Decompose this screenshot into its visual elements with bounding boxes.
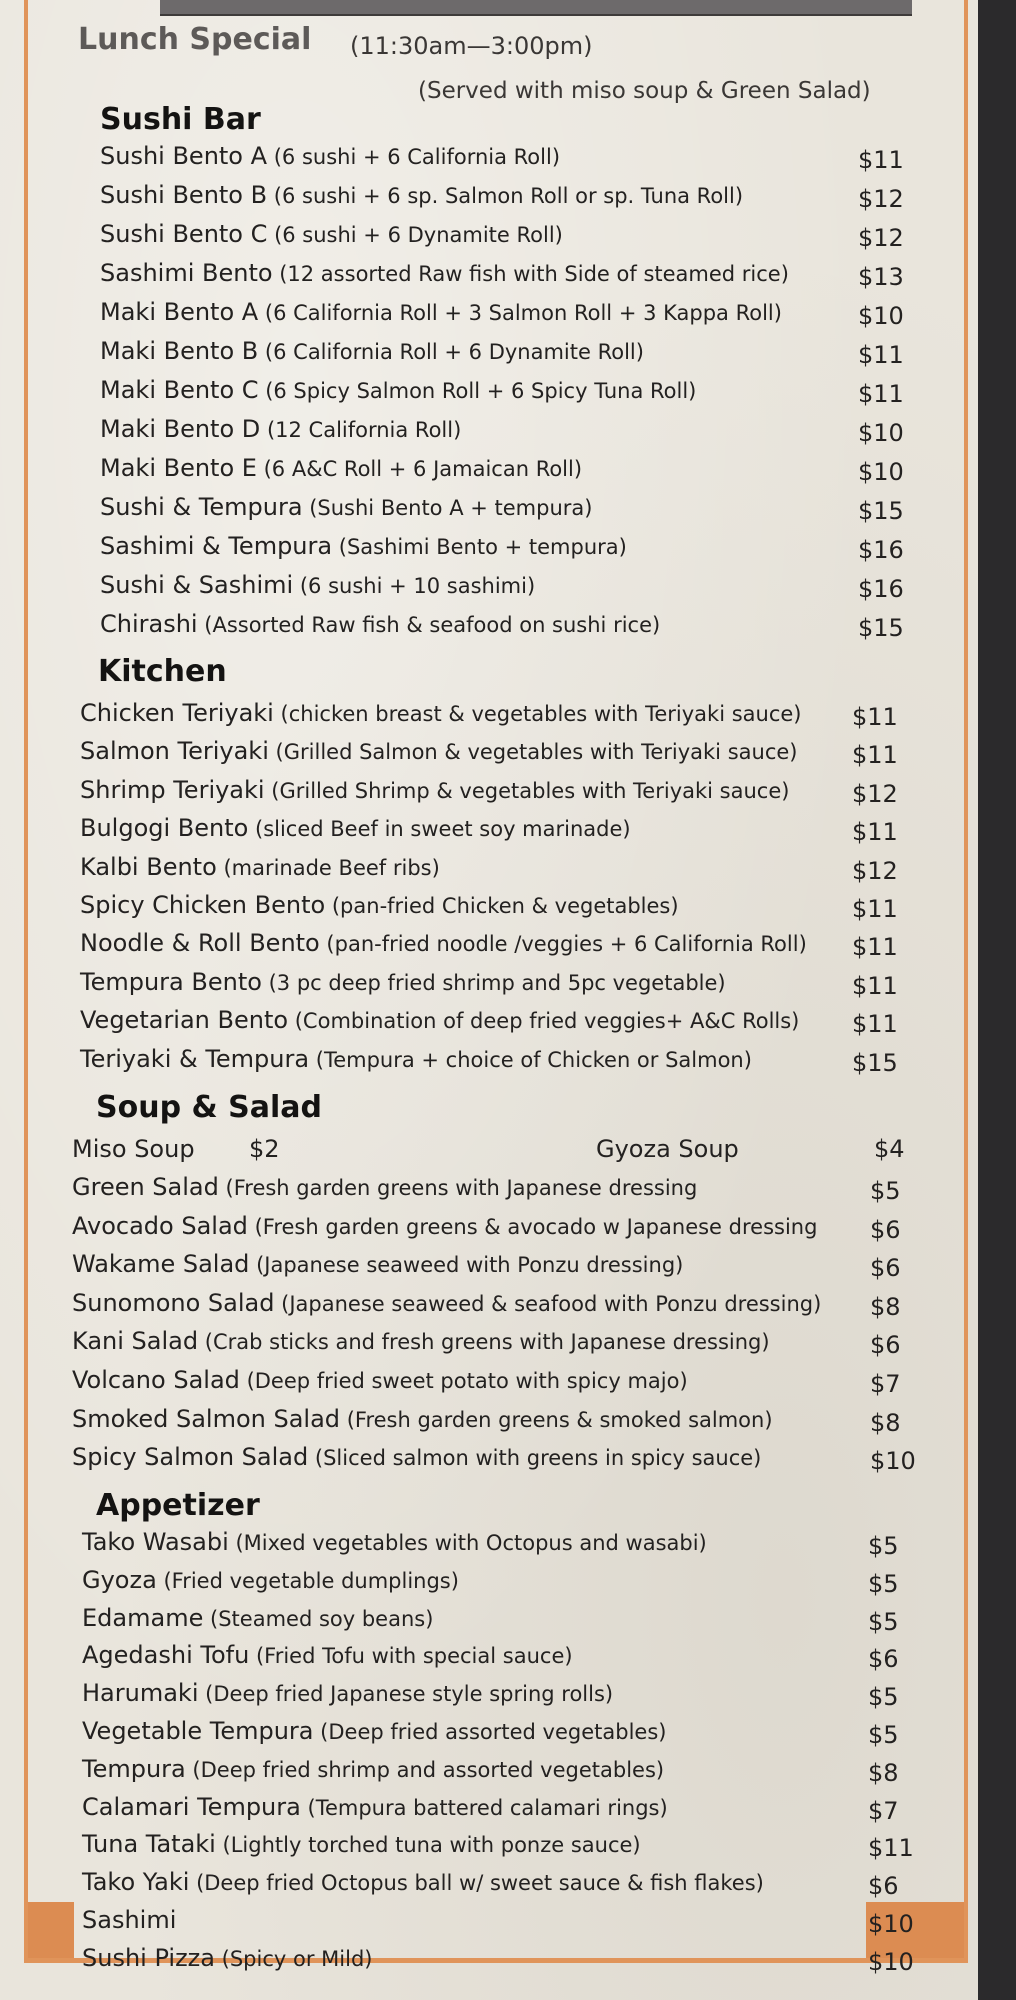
menu-item-name: Edamame (82, 1603, 204, 1632)
menu-item (100, 337, 644, 365)
menu-item-price: $11 (852, 1010, 898, 1039)
menu-item-price: $8 (868, 1758, 899, 1787)
menu-item (72, 1250, 683, 1278)
menu-item-price: $6 (870, 1331, 901, 1360)
menu-item-price: $8 (870, 1408, 901, 1437)
menu-item-name: Miso Soup (72, 1135, 195, 1163)
menu-item-name: Sushi Bento B (100, 181, 268, 209)
menu-item-price: $12 (852, 856, 898, 885)
menu-item (72, 1405, 773, 1433)
menu-item (80, 968, 726, 996)
menu-item-name: Green Salad (72, 1173, 219, 1201)
menu-item-name: Vegetarian Bento (80, 1006, 289, 1035)
menu-item-description: (Deep fried Octopus ball w/ sweet sauce & fish flakes) (189, 1871, 764, 1896)
menu-item-price: $6 (868, 1645, 899, 1674)
menu-item (80, 699, 801, 727)
menu-item (100, 571, 535, 599)
menu-item-description: (12 assorted Raw fish with Side of steamed rice) (272, 262, 789, 286)
menu-item-description: (Fried vegetable dumplings) (156, 1568, 459, 1593)
menu-item (72, 1173, 697, 1201)
menu-item-price: $6 (868, 1872, 899, 1901)
menu-item (82, 1566, 459, 1594)
menu-item-name: Maki Bento E (100, 454, 257, 482)
menu-item (100, 493, 592, 521)
menu-item (72, 1327, 770, 1355)
menu-item-description: (Mixed vegetables with Octopus and wasabi) (228, 1531, 707, 1555)
menu-item-name: Chirashi (100, 610, 198, 638)
menu-item (100, 181, 743, 209)
menu-item-name: Maki Bento B (100, 337, 259, 365)
menu-item-price: $12 (858, 185, 904, 213)
menu-item-name: Kani Salad (72, 1327, 199, 1356)
menu-item-price: $6 (870, 1215, 901, 1244)
menu-item-price: $5 (868, 1607, 899, 1636)
menu-item-price: $15 (858, 497, 904, 525)
menu-item-description: (Tempura battered calamari rings) (300, 1795, 668, 1820)
menu-item (72, 1366, 688, 1394)
photo-edge (160, 0, 912, 16)
menu-item-price: $16 (858, 575, 904, 603)
menu-item-description: (Grilled Salmon & vegetables with Teriyaki sauce) (268, 740, 798, 765)
menu-item-description: (Fresh garden greens & smoked salmon) (340, 1407, 773, 1432)
menu-item-price: $8 (870, 1292, 901, 1321)
menu-item-name: Maki Bento C (100, 376, 259, 404)
menu-item-name: Bulgogi Bento (80, 814, 249, 843)
menu-item-name: Maki Bento D (100, 415, 261, 443)
menu-item-description: (pan-fried noodle /veggies + 6 California Roll) (319, 932, 807, 957)
menu-item-price: $5 (868, 1532, 899, 1560)
menu-item-price: $13 (858, 263, 904, 291)
menu-border-left (24, 0, 28, 1958)
menu-item-description: (6 sushi + 6 Dynamite Roll) (267, 223, 563, 247)
menu-item-description: (6 California Roll + 6 Dynamite Roll) (258, 340, 644, 364)
lunch-hours: (11:30am—3:00pm) (350, 32, 593, 60)
menu-item-price: $5 (868, 1721, 899, 1749)
menu-item (72, 1443, 761, 1471)
menu-item-price: $11 (852, 703, 898, 731)
menu-item-name: Tuna Tataki (82, 1830, 216, 1859)
menu-item-price: $11 (858, 341, 904, 369)
menu-item-description: (Deep fried sweet potato with spicy majo) (239, 1369, 688, 1393)
menu-item-price: $10 (870, 1447, 916, 1476)
menu-item-name: Tako Yaki (82, 1868, 190, 1897)
menu-item (100, 376, 696, 404)
menu-item-name: Agedashi Tofu (82, 1641, 250, 1670)
menu-item (80, 1006, 799, 1034)
menu-item (80, 853, 440, 881)
menu-item-description: (Sliced salmon with greens in spicy sauce) (308, 1446, 762, 1471)
menu-item (80, 814, 631, 842)
menu-item-name: Gyoza (82, 1565, 157, 1594)
menu-item-description: (chicken breast & vegetables with Teriyaki sauce) (273, 702, 802, 726)
menu-item-price: $11 (858, 146, 904, 174)
menu-item-description: (Steamed soy beans) (203, 1606, 434, 1631)
menu-item-price: $11 (852, 895, 898, 923)
menu-item (82, 1830, 641, 1858)
menu-item-name: Maki Bento A (100, 298, 259, 326)
menu-item-name: Sushi & Tempura (100, 493, 303, 521)
menu-item-description: (6 sushi + 10 sashimi) (293, 574, 536, 598)
menu-item (100, 415, 461, 443)
menu-item-price: $6 (870, 1254, 901, 1283)
menu-item-name: Harumaki (82, 1679, 199, 1708)
menu-item-price: $11 (852, 933, 898, 962)
menu-item (82, 1906, 176, 1934)
menu-item-name: Tako Wasabi (82, 1528, 229, 1556)
menu-item-description: (Sushi Bento A + tempura) (302, 496, 593, 520)
menu-item (100, 142, 560, 170)
menu-item (100, 610, 660, 638)
menu-item (72, 1212, 817, 1240)
menu-item (82, 1604, 433, 1632)
menu-item-name: Chicken Teriyaki (80, 699, 274, 727)
menu-item-description: (marinade Beef ribs) (216, 855, 440, 880)
section-title-sushi-bar: Sushi Bar (100, 102, 261, 137)
section-title-appetizer: Appetizer (96, 1488, 260, 1523)
menu-item-price: $11 (852, 971, 898, 1000)
menu-item-description: (Assorted Raw fish & seafood on sushi rice) (197, 613, 661, 637)
menu-item-name: Sushi Bento A (100, 142, 268, 170)
menu-item-description: (Deep fried shrimp and assorted vegetables) (185, 1757, 665, 1782)
menu-item-name: Sashimi (82, 1906, 177, 1934)
menu-item (80, 929, 807, 957)
menu-item-description: (Tempura + choice of Chicken or Salmon) (309, 1047, 752, 1072)
menu-item-name: Tempura (82, 1754, 186, 1783)
menu-item-name: Spicy Salmon Salad (72, 1443, 309, 1472)
menu-item-description: (12 California Roll) (260, 418, 462, 442)
menu-item-description: (sliced Beef in sweet soy marinade) (248, 817, 631, 842)
menu-item-name: Gyoza Soup (596, 1135, 739, 1163)
menu-item-name: Shrimp Teriyaki (80, 775, 265, 804)
menu-item-price: $12 (858, 224, 904, 252)
menu-item-price: $7 (868, 1796, 899, 1825)
menu-item-description: (Fresh garden greens & avocado w Japanese dressing (247, 1214, 818, 1239)
menu-item-name: Sashimi Bento (100, 259, 273, 287)
menu-item-name: Sushi Pizza (82, 1943, 215, 1972)
menu-item-description: (6 California Roll + 3 Salmon Roll + 3 Kappa Roll) (258, 301, 782, 325)
menu-item-name: Sunomono Salad (72, 1288, 275, 1317)
menu-item (100, 298, 782, 326)
menu-item (82, 1868, 764, 1896)
menu-item-description: (6 sushi + 6 sp. Salmon Roll or sp. Tuna Roll) (267, 184, 744, 208)
menu-item-name: Avocado Salad (72, 1211, 248, 1240)
menu-item (82, 1944, 372, 1972)
menu-item-description: (Fried Tofu with special sauce) (249, 1644, 573, 1669)
background-edge (978, 0, 1016, 2000)
menu-item-price: $4 (874, 1135, 905, 1163)
menu-item-price: $10 (858, 302, 904, 330)
menu-item-price: $11 (852, 818, 898, 847)
menu-item-name: Teriyaki & Tempura (80, 1044, 310, 1073)
menu-item-price: $11 (858, 380, 904, 408)
menu-item (80, 737, 797, 765)
menu-item-description: (Fresh garden greens with Japanese dressing (218, 1176, 698, 1200)
menu-item-price: $5 (868, 1683, 899, 1712)
menu-item-description: (Lightly torched tuna with ponze sauce) (215, 1833, 641, 1858)
menu-item-price: $10 (858, 419, 904, 447)
menu-item (100, 532, 627, 560)
menu-item-description: (6 A&C Roll + 6 Jamaican Roll) (256, 457, 583, 481)
menu-item-description: (6 sushi + 6 California Roll) (267, 145, 561, 169)
menu-item (80, 1045, 752, 1073)
menu-item (80, 891, 679, 919)
menu-item-description: (Deep fried Japanese style spring rolls) (198, 1682, 614, 1707)
menu-item (100, 220, 563, 248)
menu-item-name: Smoked Salmon Salad (72, 1404, 341, 1433)
menu-item-description: (Crab sticks and fresh greens with Japanese dressing) (198, 1330, 770, 1355)
menu-item-name: Tempura Bento (80, 967, 262, 996)
menu-item-description: (pan-fried Chicken & vegetables) (325, 894, 679, 918)
menu-item-name: Sushi & Sashimi (100, 571, 294, 599)
menu-item-price: $10 (868, 1947, 914, 1976)
served-note: (Served with miso soup & Green Salad) (418, 78, 871, 104)
menu-item-price: $11 (868, 1834, 914, 1863)
menu-item-description: (Japanese seaweed with Ponzu dressing) (249, 1253, 684, 1278)
menu-item-description: (6 Spicy Salmon Roll + 6 Spicy Tuna Roll) (258, 379, 697, 403)
menu-item-price: $7 (870, 1370, 901, 1398)
menu-item-price: $5 (870, 1177, 901, 1205)
menu-border-right (964, 0, 968, 1960)
menu-item-description: (Spicy or Mild) (214, 1946, 373, 1971)
menu-item (82, 1679, 613, 1707)
section-title-kitchen: Kitchen (98, 654, 227, 689)
menu-item-name: Vegetable Tempura (82, 1717, 314, 1745)
menu-item-price: $15 (852, 1048, 898, 1077)
menu-item (72, 1289, 821, 1317)
menu-item-description: (Combination of deep fried veggies+ A&C Rolls) (288, 1009, 800, 1034)
menu-item (82, 1528, 707, 1556)
menu-item (100, 454, 582, 482)
menu-item-description: (Sashimi Bento + tempura) (332, 535, 627, 559)
menu-item-description: (Deep fried assorted vegetables) (313, 1720, 667, 1744)
menu-item (82, 1793, 668, 1821)
menu-item (80, 776, 789, 804)
menu-item-name: Calamari Tempura (82, 1792, 301, 1821)
menu-item-name: Salmon Teriyaki (80, 737, 269, 766)
menu-item-name: Wakame Salad (72, 1250, 250, 1279)
menu-item-name: Noodle & Roll Bento (80, 929, 320, 958)
menu-item-price: $12 (852, 779, 898, 808)
menu-item-name: Volcano Salad (72, 1366, 240, 1394)
menu-item-price: $5 (868, 1569, 899, 1598)
menu-item-price: $11 (852, 741, 898, 770)
corner-accent-left (28, 1902, 74, 1958)
section-title-soup-salad: Soup & Salad (96, 1090, 322, 1125)
menu-item (100, 259, 789, 287)
menu-item (82, 1755, 664, 1783)
menu-item-price: $2 (249, 1135, 280, 1163)
menu-item-price: $15 (858, 614, 904, 642)
menu-item-description: (3 pc deep fried shrimp and 5pc vegetable) (261, 970, 726, 995)
menu-item (82, 1641, 573, 1669)
menu-item-description: (Japanese seaweed & seafood with Ponzu dressing) (274, 1291, 822, 1316)
menu-item-name: Spicy Chicken Bento (80, 891, 326, 919)
menu-item (82, 1717, 666, 1745)
menu-item-price: $10 (868, 1910, 914, 1938)
menu-item-name: Kalbi Bento (80, 852, 217, 881)
menu-item-name: Sushi Bento C (100, 220, 268, 248)
menu-item-name: Sashimi & Tempura (100, 532, 333, 560)
menu-item-description: (Grilled Shrimp & vegetables with Teriyaki sauce) (264, 778, 790, 803)
menu-item-price: $10 (858, 458, 904, 486)
menu-title: Lunch Special (78, 22, 312, 57)
menu-item-price: $16 (858, 536, 904, 564)
